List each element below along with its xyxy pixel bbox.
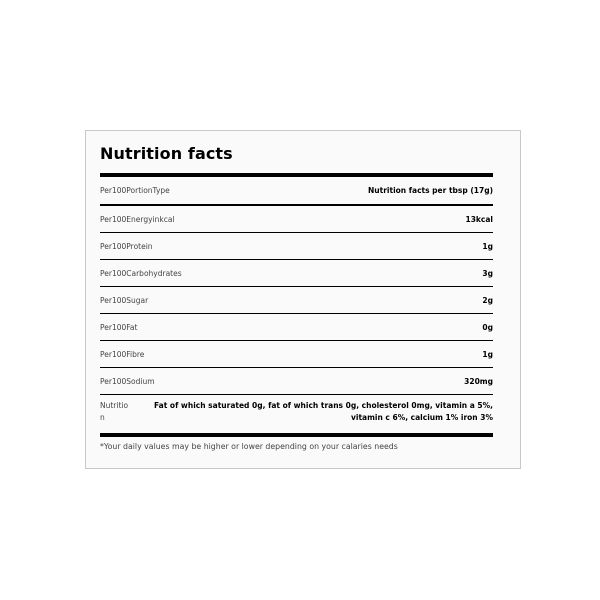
daily-values-footnote: *Your daily values may be higher or lower depending on your calaries needs — [100, 442, 398, 451]
bottom-divider — [100, 433, 493, 437]
table-row-energy — [100, 206, 493, 233]
row-value: 0g — [482, 322, 493, 332]
row-label: Per100PortionType — [100, 186, 170, 195]
table-row-portion-type — [100, 177, 493, 206]
table-row-fat — [100, 314, 493, 341]
row-label: Per100Carbohydrates — [100, 268, 182, 278]
row-value: 320mg — [464, 376, 493, 386]
row-value: Nutrition facts per tbsp (17g) — [368, 186, 493, 195]
table-row-carbohydrates — [100, 260, 493, 287]
table-row-fibre — [100, 341, 493, 368]
row-label: Per100Protein — [100, 241, 153, 251]
row-label: Per100Energyinkcal — [100, 214, 175, 224]
nutrition-title: Nutrition facts — [100, 144, 233, 163]
row-value: 2g — [482, 295, 493, 305]
row-label: Per100Sugar — [100, 295, 149, 305]
table-row-sugar — [100, 287, 493, 314]
row-label: Per100Fat — [100, 322, 138, 332]
row-label: Per100Sodium — [100, 376, 155, 386]
row-label: Nutrition — [100, 401, 129, 422]
row-label: Per100Fibre — [100, 349, 145, 359]
table-row-nutrition-notes — [100, 395, 493, 431]
row-value: 1g — [482, 241, 493, 251]
table-row-protein — [100, 233, 493, 260]
nutrition-table — [100, 177, 493, 431]
table-row-sodium — [100, 368, 493, 395]
row-value: Fat of which saturated 0g, fat of which trans 0g, cholesterol 0mg, vitamin a 5%, vitamin c 6%, calcium 1% iron 3% — [153, 401, 493, 422]
row-value: 3g — [482, 268, 493, 278]
row-value: 13kcal — [465, 214, 493, 224]
row-value: 1g — [482, 349, 493, 359]
nutrition-facts-card — [85, 130, 521, 469]
